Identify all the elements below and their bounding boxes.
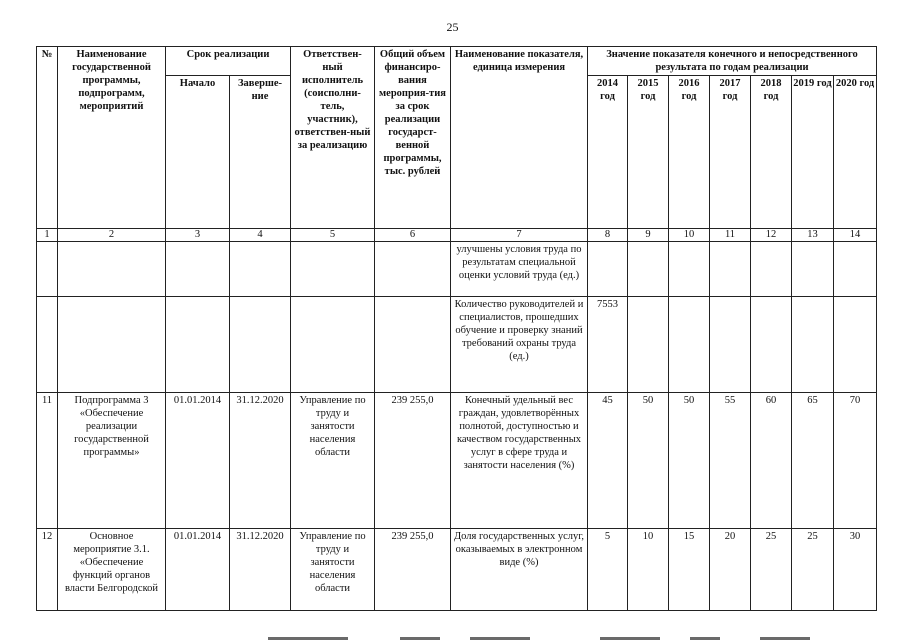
header-year: 2017 год xyxy=(710,76,751,229)
row-value: 25 xyxy=(792,529,834,611)
row-value: 50 xyxy=(628,393,669,529)
row-executor xyxy=(291,297,375,393)
column-number: 8 xyxy=(588,229,628,242)
column-number: 1 xyxy=(37,229,58,242)
row-name xyxy=(58,242,166,297)
row-name: Основное мероприятие 3.1. «Обеспечение функций органов власти Белгородской xyxy=(58,529,166,611)
row-value xyxy=(834,297,877,393)
header-year: 2016 год xyxy=(669,76,710,229)
header-indicator: Наименование показателя, единица измерения xyxy=(451,47,588,229)
row-name: Подпрограмма 3 «Обеспечение реализации государственной программы» xyxy=(58,393,166,529)
row-funding xyxy=(375,242,451,297)
row-value xyxy=(792,297,834,393)
row-executor: Управление по труду и занятости населения области xyxy=(291,529,375,611)
header-name: Наименование государственной программы, подпрограмм, мероприятий xyxy=(58,47,166,229)
row-value xyxy=(751,297,792,393)
header-year: 2015 год xyxy=(628,76,669,229)
row-value xyxy=(710,242,751,297)
column-number: 3 xyxy=(166,229,230,242)
row-value: 65 xyxy=(792,393,834,529)
header-year: 2014 год xyxy=(588,76,628,229)
header-end: Заверше-ние xyxy=(230,76,291,229)
page-number: 25 xyxy=(446,20,459,34)
column-number: 12 xyxy=(751,229,792,242)
row-end: 31.12.2020 xyxy=(230,529,291,611)
row-no: 12 xyxy=(37,529,58,611)
row-value xyxy=(628,242,669,297)
column-number: 13 xyxy=(792,229,834,242)
row-no xyxy=(37,242,58,297)
scan-artifacts xyxy=(0,630,905,640)
row-start: 01.01.2014 xyxy=(166,529,230,611)
column-number: 9 xyxy=(628,229,669,242)
program-table xyxy=(36,46,877,611)
row-value: 70 xyxy=(834,393,877,529)
column-number: 10 xyxy=(669,229,710,242)
row-end xyxy=(230,242,291,297)
row-start xyxy=(166,242,230,297)
header-executor: Ответствен-ный исполнитель (соисполни-тель, участник), ответствен-ный за реализацию xyxy=(291,47,375,229)
row-value xyxy=(834,242,877,297)
header-values: Значение показателя конечного и непосредственного результата по годам реализации xyxy=(588,47,877,76)
row-value: 20 xyxy=(710,529,751,611)
column-number: 5 xyxy=(291,229,375,242)
row-value: 5 xyxy=(588,529,628,611)
header-year: 2018 год xyxy=(751,76,792,229)
header-no: № xyxy=(37,47,58,229)
row-value xyxy=(669,297,710,393)
row-value: 45 xyxy=(588,393,628,529)
header-year: 2019 год xyxy=(792,76,834,229)
table-row xyxy=(37,297,877,393)
row-value xyxy=(628,297,669,393)
column-number: 7 xyxy=(451,229,588,242)
row-indicator: улучшены условия труда по результатам специальной оценки условий труда (ед.) xyxy=(451,242,588,297)
row-indicator: Доля государственных услуг, оказываемых в электронном виде (%) xyxy=(451,529,588,611)
row-value: 15 xyxy=(669,529,710,611)
row-funding xyxy=(375,297,451,393)
header-year: 2020 год xyxy=(834,76,877,229)
row-no: 11 xyxy=(37,393,58,529)
row-value xyxy=(751,242,792,297)
row-value: 50 xyxy=(669,393,710,529)
table-row xyxy=(37,393,877,529)
row-value: 60 xyxy=(751,393,792,529)
row-funding: 239 255,0 xyxy=(375,393,451,529)
row-indicator: Количество руководителей и специалистов, прошедших обучение и проверку знаний требований охраны труда (ед.) xyxy=(451,297,588,393)
table-row xyxy=(37,242,877,297)
header-row-1 xyxy=(37,47,877,76)
row-name xyxy=(58,297,166,393)
column-number: 4 xyxy=(230,229,291,242)
header-period: Срок реализации xyxy=(166,47,291,76)
row-start: 01.01.2014 xyxy=(166,393,230,529)
row-value: 55 xyxy=(710,393,751,529)
column-number: 2 xyxy=(58,229,166,242)
row-indicator: Конечный удельный вес граждан, удовлетворённых полнотой, доступностью и качеством государственных услуг в сфере труда и занятости населения (%) xyxy=(451,393,588,529)
column-number: 11 xyxy=(710,229,751,242)
row-end: 31.12.2020 xyxy=(230,393,291,529)
column-number: 14 xyxy=(834,229,877,242)
column-numbers-row xyxy=(37,229,877,242)
header-funding: Общий объем финансиро-вания мероприя-тия за срок реализации государст-венной программы, тыс. рублей xyxy=(375,47,451,229)
row-value xyxy=(710,297,751,393)
row-value: 25 xyxy=(751,529,792,611)
table-row xyxy=(37,529,877,611)
row-executor: Управление по труду и занятости населения области xyxy=(291,393,375,529)
row-value xyxy=(792,242,834,297)
row-value: 30 xyxy=(834,529,877,611)
row-value xyxy=(669,242,710,297)
column-number: 6 xyxy=(375,229,451,242)
row-executor xyxy=(291,242,375,297)
row-end xyxy=(230,297,291,393)
row-value xyxy=(588,242,628,297)
row-funding: 239 255,0 xyxy=(375,529,451,611)
row-start xyxy=(166,297,230,393)
row-value: 7553 xyxy=(588,297,628,393)
row-value: 10 xyxy=(628,529,669,611)
header-start: Начало xyxy=(166,76,230,229)
row-no xyxy=(37,297,58,393)
